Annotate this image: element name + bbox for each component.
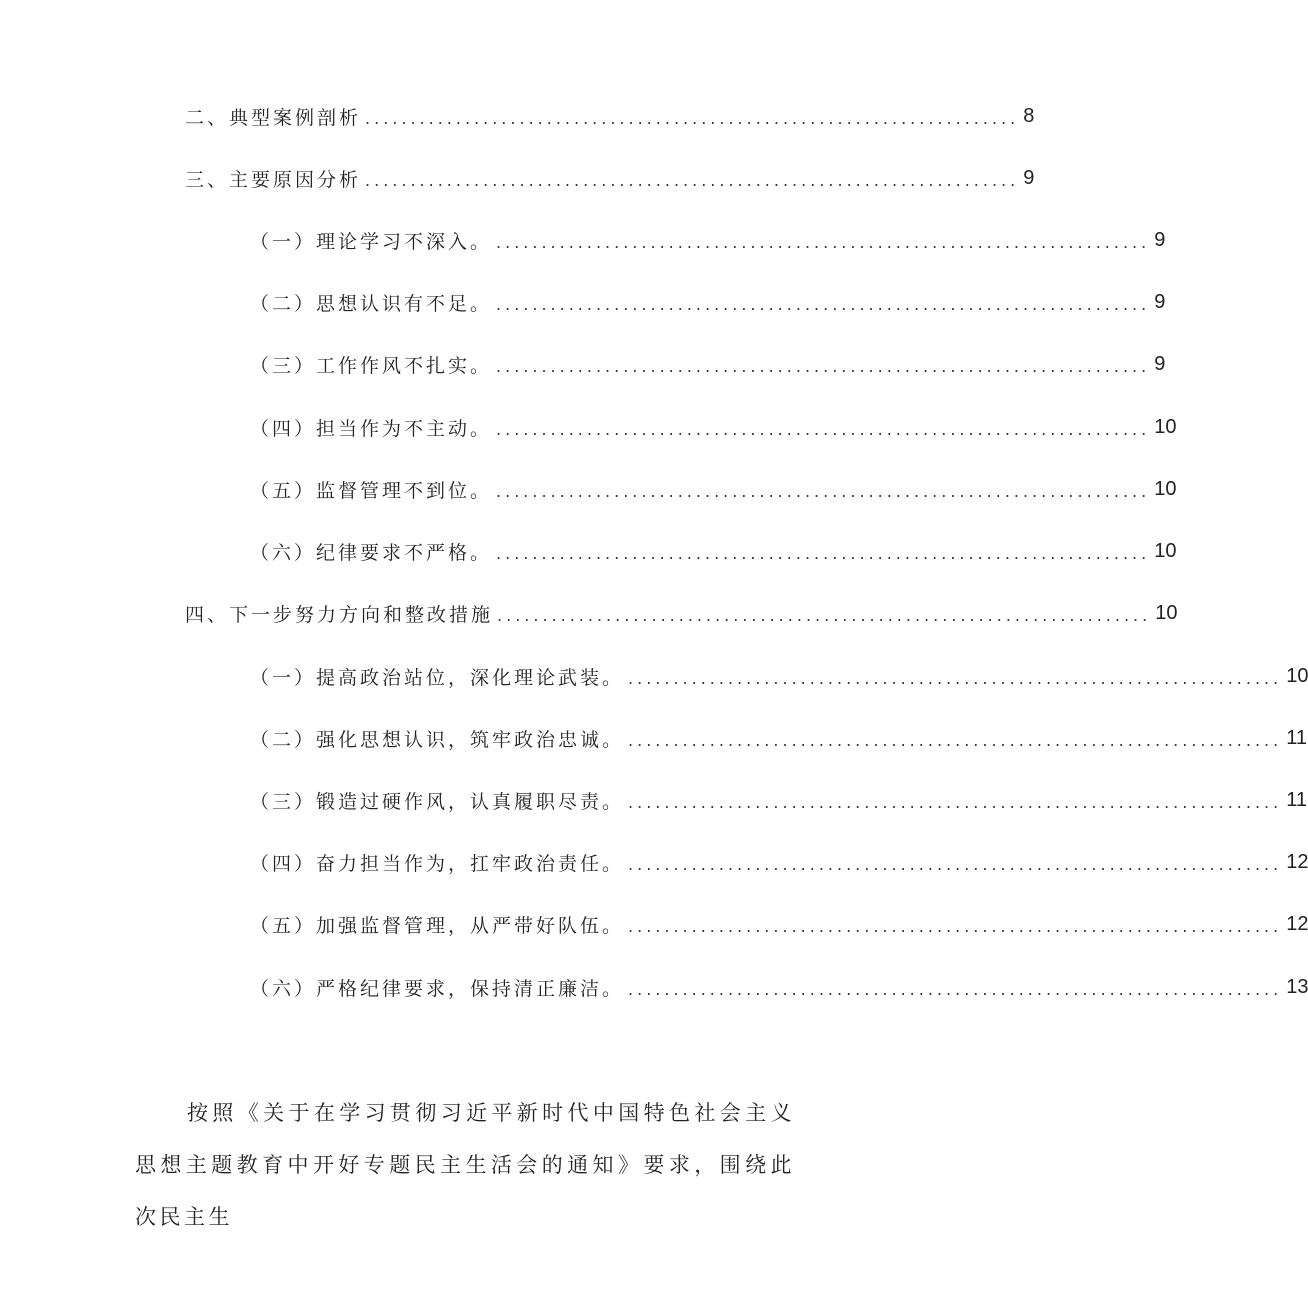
toc-entry[interactable]: [185, 161, 1035, 195]
toc-entry[interactable]: [250, 347, 1166, 381]
toc-entry-title: （一）提高政治站位，深化理论武装。: [250, 666, 625, 689]
toc-entry[interactable]: [250, 845, 1308, 879]
toc-entry-page: 10: [1154, 477, 1177, 500]
toc-dot-leader: ........................................................................: [496, 294, 1151, 314]
toc-entry-title: （四）奋力担当作为，扛牢政治责任。: [250, 852, 625, 875]
toc-entry-page: 10: [1154, 539, 1177, 562]
toc-dot-leader: ........................................................................: [628, 730, 1283, 750]
toc-dot-leader: ........................................................................: [628, 792, 1283, 812]
toc-entry[interactable]: [250, 472, 1177, 506]
toc-entry-page: 11: [1286, 788, 1307, 811]
toc-dot-leader: ........................................................................: [496, 543, 1151, 563]
toc-entry-title: 三、主要原因分析: [185, 168, 362, 191]
toc-entry-title: （二）思想认识有不足。: [250, 292, 493, 315]
toc-entry[interactable]: [185, 99, 1035, 133]
toc-entry-title: （一）理论学习不深入。: [250, 230, 493, 253]
toc-dot-leader: ........................................................................: [496, 419, 1151, 439]
toc-dot-leader: ........................................................................: [497, 605, 1152, 625]
toc-entry-title: （六）纪律要求不严格。: [250, 541, 493, 564]
toc-entry-page: 9: [1154, 290, 1166, 313]
toc-entry-page: 11: [1286, 726, 1307, 749]
toc-entry-title: （三）工作作风不扎实。: [250, 354, 493, 377]
toc-dot-leader: ........................................................................: [628, 916, 1283, 936]
toc-dot-leader: ........................................................................: [628, 668, 1283, 688]
toc-entry-page: 13: [1286, 975, 1308, 998]
toc-entry-page: 10: [1155, 601, 1178, 624]
body-paragraph: 按照《关于在学习贯彻习近平新时代中国特色社会主义思想主题教育中开好专题民主生活会的通知》要求，围绕此次民主生: [135, 1101, 795, 1229]
toc-entry-page: 12: [1286, 912, 1308, 935]
toc-entry-page: 10: [1154, 415, 1177, 438]
toc-entry-title: （五）加强监督管理，从严带好队伍。: [250, 914, 625, 937]
toc-entry-page: 10: [1286, 664, 1308, 687]
toc-entry-title: （五）监督管理不到位。: [250, 479, 493, 502]
toc-entry[interactable]: [250, 907, 1308, 941]
toc-entry-page: 9: [1154, 228, 1166, 251]
toc-entry[interactable]: [250, 783, 1307, 817]
toc-dot-leader: ........................................................................: [628, 854, 1283, 874]
toc-entry[interactable]: [250, 659, 1308, 693]
toc-entry-title: （二）强化思想认识，筑牢政治忠诚。: [250, 728, 625, 751]
toc-entry-title: 二、典型案例剖析: [185, 106, 362, 129]
toc-entry[interactable]: [250, 410, 1177, 444]
toc-dot-leader: ........................................................................: [496, 481, 1151, 501]
toc-entry[interactable]: [250, 285, 1166, 319]
toc-entry[interactable]: [250, 534, 1177, 568]
toc-dot-leader: ........................................................................: [365, 108, 1020, 128]
toc-entry-title: （三）锻造过硬作风，认真履职尽责。: [250, 790, 625, 813]
toc-entry[interactable]: [250, 970, 1308, 1004]
toc-entry-page: 9: [1154, 352, 1166, 375]
toc-dot-leader: ........................................................................: [365, 170, 1020, 190]
toc-entry[interactable]: [185, 596, 1178, 630]
toc-entry[interactable]: [250, 721, 1307, 755]
toc-entry-page: 9: [1023, 166, 1035, 189]
toc-entry-page: 12: [1286, 850, 1308, 873]
toc-entry-page: 8: [1023, 104, 1035, 127]
toc-dot-leader: ........................................................................: [628, 979, 1283, 999]
toc-dot-leader: ........................................................................: [496, 356, 1151, 376]
toc-entry-title: （四）担当作为不主动。: [250, 417, 493, 440]
toc-entry[interactable]: [250, 223, 1166, 257]
toc-entry-title: （六）严格纪律要求，保持清正廉洁。: [250, 977, 625, 1000]
toc-entry-title: 四、下一步努力方向和整改措施: [185, 603, 494, 626]
toc-dot-leader: ........................................................................: [496, 232, 1151, 252]
